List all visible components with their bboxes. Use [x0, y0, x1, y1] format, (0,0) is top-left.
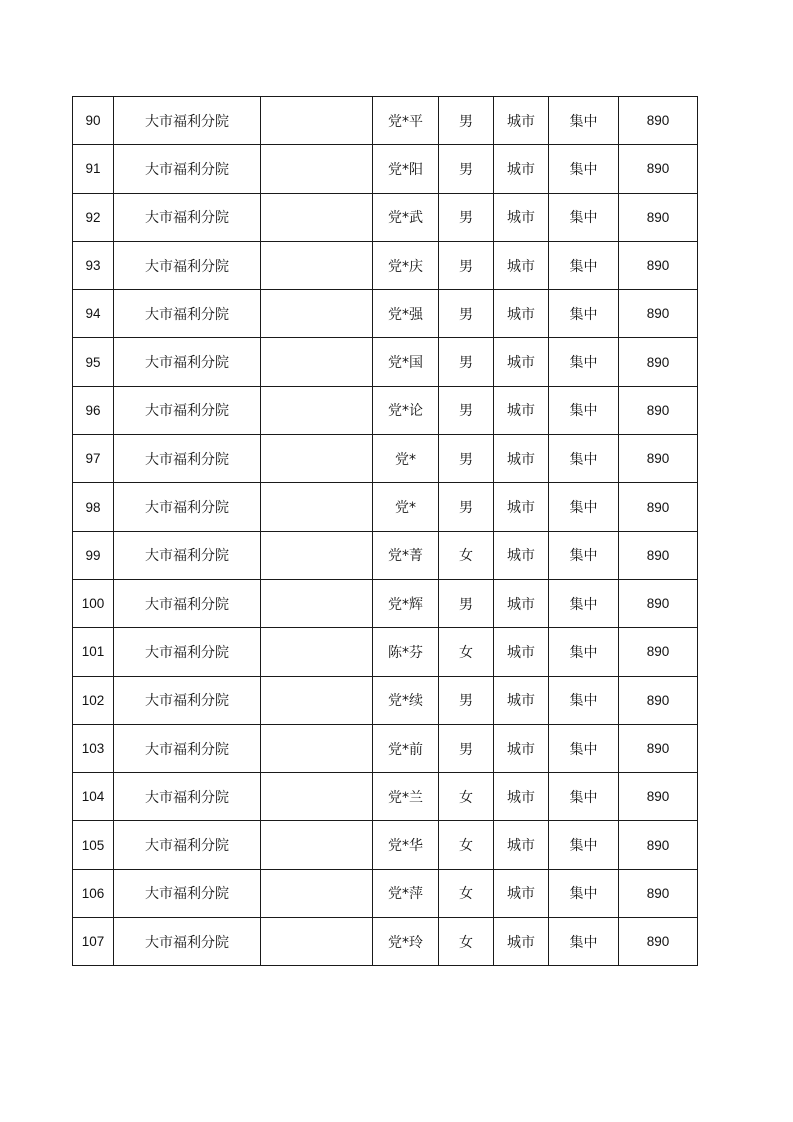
row-number-cell: 98 — [73, 483, 114, 531]
amount-cell: 890 — [619, 773, 698, 821]
support-mode-cell: 集中 — [549, 435, 619, 483]
blank-cell — [261, 628, 373, 676]
blank-cell — [261, 869, 373, 917]
row-number-cell: 104 — [73, 773, 114, 821]
support-mode-cell: 集中 — [549, 628, 619, 676]
support-mode-cell: 集中 — [549, 724, 619, 772]
gender-cell: 男 — [439, 676, 494, 724]
row-number-cell: 105 — [73, 821, 114, 869]
support-mode-cell: 集中 — [549, 145, 619, 193]
blank-cell — [261, 531, 373, 579]
row-number-cell: 93 — [73, 241, 114, 289]
gender-cell: 男 — [439, 483, 494, 531]
row-number-cell: 103 — [73, 724, 114, 772]
area-type-cell: 城市 — [494, 869, 549, 917]
amount-cell: 890 — [619, 338, 698, 386]
person-name-cell: 党*菁 — [373, 531, 439, 579]
person-name-cell: 党*强 — [373, 290, 439, 338]
gender-cell: 男 — [439, 338, 494, 386]
row-number-cell: 90 — [73, 97, 114, 145]
blank-cell — [261, 724, 373, 772]
area-type-cell: 城市 — [494, 821, 549, 869]
institution-cell: 大市福利分院 — [114, 724, 261, 772]
row-number-cell: 99 — [73, 531, 114, 579]
row-number-cell: 100 — [73, 579, 114, 627]
table-row — [73, 386, 698, 434]
institution-cell: 大市福利分院 — [114, 676, 261, 724]
institution-cell: 大市福利分院 — [114, 97, 261, 145]
institution-cell: 大市福利分院 — [114, 435, 261, 483]
amount-cell: 890 — [619, 724, 698, 772]
amount-cell: 890 — [619, 145, 698, 193]
support-mode-cell: 集中 — [549, 773, 619, 821]
table-row — [73, 676, 698, 724]
institution-cell: 大市福利分院 — [114, 628, 261, 676]
amount-cell: 890 — [619, 386, 698, 434]
amount-cell: 890 — [619, 676, 698, 724]
institution-cell: 大市福利分院 — [114, 290, 261, 338]
institution-cell: 大市福利分院 — [114, 386, 261, 434]
row-number-cell: 106 — [73, 869, 114, 917]
row-number-cell: 96 — [73, 386, 114, 434]
table-row — [73, 773, 698, 821]
table-row — [73, 483, 698, 531]
table-row — [73, 241, 698, 289]
gender-cell: 女 — [439, 531, 494, 579]
area-type-cell: 城市 — [494, 628, 549, 676]
gender-cell: 男 — [439, 241, 494, 289]
row-number-cell: 92 — [73, 193, 114, 241]
gender-cell: 男 — [439, 290, 494, 338]
area-type-cell: 城市 — [494, 579, 549, 627]
person-name-cell: 党*国 — [373, 338, 439, 386]
area-type-cell: 城市 — [494, 338, 549, 386]
person-name-cell: 党*前 — [373, 724, 439, 772]
person-name-cell: 党*阳 — [373, 145, 439, 193]
amount-cell: 890 — [619, 483, 698, 531]
person-name-cell: 党*平 — [373, 97, 439, 145]
table-row — [73, 97, 698, 145]
table-row — [73, 724, 698, 772]
support-mode-cell: 集中 — [549, 241, 619, 289]
support-mode-cell: 集中 — [549, 386, 619, 434]
amount-cell: 890 — [619, 241, 698, 289]
table-row — [73, 193, 698, 241]
person-name-cell: 党*萍 — [373, 869, 439, 917]
area-type-cell: 城市 — [494, 290, 549, 338]
institution-cell: 大市福利分院 — [114, 531, 261, 579]
area-type-cell: 城市 — [494, 435, 549, 483]
gender-cell: 女 — [439, 628, 494, 676]
gender-cell: 男 — [439, 145, 494, 193]
gender-cell: 男 — [439, 97, 494, 145]
row-number-cell: 95 — [73, 338, 114, 386]
table-row — [73, 869, 698, 917]
amount-cell: 890 — [619, 869, 698, 917]
area-type-cell: 城市 — [494, 483, 549, 531]
table-row — [73, 338, 698, 386]
institution-cell: 大市福利分院 — [114, 145, 261, 193]
gender-cell: 男 — [439, 193, 494, 241]
amount-cell: 890 — [619, 193, 698, 241]
amount-cell: 890 — [619, 531, 698, 579]
support-mode-cell: 集中 — [549, 579, 619, 627]
table-row — [73, 579, 698, 627]
blank-cell — [261, 435, 373, 483]
area-type-cell: 城市 — [494, 386, 549, 434]
amount-cell: 890 — [619, 579, 698, 627]
area-type-cell: 城市 — [494, 773, 549, 821]
gender-cell: 女 — [439, 918, 494, 966]
blank-cell — [261, 918, 373, 966]
person-name-cell: 党*庆 — [373, 241, 439, 289]
support-mode-cell: 集中 — [549, 193, 619, 241]
support-mode-cell: 集中 — [549, 821, 619, 869]
person-name-cell: 党*辉 — [373, 579, 439, 627]
person-name-cell: 党*兰 — [373, 773, 439, 821]
blank-cell — [261, 145, 373, 193]
amount-cell: 890 — [619, 918, 698, 966]
row-number-cell: 91 — [73, 145, 114, 193]
gender-cell: 女 — [439, 773, 494, 821]
blank-cell — [261, 386, 373, 434]
amount-cell: 890 — [619, 821, 698, 869]
blank-cell — [261, 241, 373, 289]
table-row — [73, 145, 698, 193]
table-body — [73, 97, 698, 966]
institution-cell: 大市福利分院 — [114, 241, 261, 289]
support-mode-cell: 集中 — [549, 676, 619, 724]
person-name-cell: 党*论 — [373, 386, 439, 434]
institution-cell: 大市福利分院 — [114, 579, 261, 627]
area-type-cell: 城市 — [494, 676, 549, 724]
support-mode-cell: 集中 — [549, 338, 619, 386]
table-row — [73, 290, 698, 338]
area-type-cell: 城市 — [494, 145, 549, 193]
table-row — [73, 918, 698, 966]
institution-cell: 大市福利分院 — [114, 869, 261, 917]
institution-cell: 大市福利分院 — [114, 193, 261, 241]
support-mode-cell: 集中 — [549, 918, 619, 966]
area-type-cell: 城市 — [494, 97, 549, 145]
blank-cell — [261, 821, 373, 869]
support-mode-cell: 集中 — [549, 483, 619, 531]
institution-cell: 大市福利分院 — [114, 821, 261, 869]
blank-cell — [261, 773, 373, 821]
row-number-cell: 94 — [73, 290, 114, 338]
row-number-cell: 97 — [73, 435, 114, 483]
amount-cell: 890 — [619, 290, 698, 338]
gender-cell: 女 — [439, 821, 494, 869]
area-type-cell: 城市 — [494, 918, 549, 966]
institution-cell: 大市福利分院 — [114, 483, 261, 531]
area-type-cell: 城市 — [494, 724, 549, 772]
amount-cell: 890 — [619, 435, 698, 483]
support-mode-cell: 集中 — [549, 531, 619, 579]
row-number-cell: 107 — [73, 918, 114, 966]
gender-cell: 男 — [439, 724, 494, 772]
blank-cell — [261, 338, 373, 386]
person-name-cell: 党* — [373, 483, 439, 531]
person-name-cell: 党* — [373, 435, 439, 483]
person-name-cell: 党*玲 — [373, 918, 439, 966]
support-mode-cell: 集中 — [549, 869, 619, 917]
support-mode-cell: 集中 — [549, 290, 619, 338]
row-number-cell: 102 — [73, 676, 114, 724]
institution-cell: 大市福利分院 — [114, 918, 261, 966]
area-type-cell: 城市 — [494, 193, 549, 241]
gender-cell: 男 — [439, 435, 494, 483]
person-name-cell: 党*华 — [373, 821, 439, 869]
person-name-cell: 陈*芬 — [373, 628, 439, 676]
table-row — [73, 435, 698, 483]
row-number-cell: 101 — [73, 628, 114, 676]
beneficiary-table — [72, 96, 698, 966]
table-row — [73, 821, 698, 869]
blank-cell — [261, 579, 373, 627]
blank-cell — [261, 676, 373, 724]
amount-cell: 890 — [619, 628, 698, 676]
amount-cell: 890 — [619, 97, 698, 145]
person-name-cell: 党*续 — [373, 676, 439, 724]
person-name-cell: 党*武 — [373, 193, 439, 241]
institution-cell: 大市福利分院 — [114, 773, 261, 821]
support-mode-cell: 集中 — [549, 97, 619, 145]
area-type-cell: 城市 — [494, 531, 549, 579]
blank-cell — [261, 483, 373, 531]
blank-cell — [261, 193, 373, 241]
blank-cell — [261, 290, 373, 338]
gender-cell: 男 — [439, 579, 494, 627]
area-type-cell: 城市 — [494, 241, 549, 289]
table-row — [73, 628, 698, 676]
gender-cell: 男 — [439, 386, 494, 434]
institution-cell: 大市福利分院 — [114, 338, 261, 386]
gender-cell: 女 — [439, 869, 494, 917]
blank-cell — [261, 97, 373, 145]
table-row — [73, 531, 698, 579]
